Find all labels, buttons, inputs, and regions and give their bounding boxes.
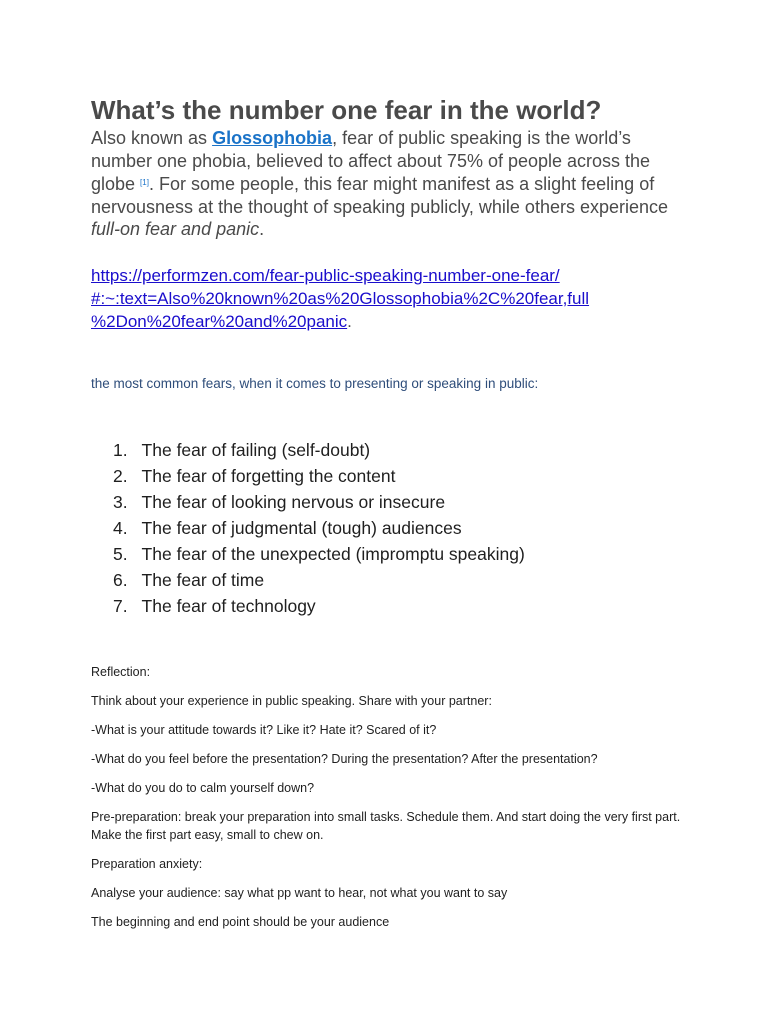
document-page [91, 93, 691, 929]
list-item [91, 515, 525, 541]
list-item [91, 463, 525, 489]
list-number: 6. [113, 570, 128, 590]
note-paragraph: Pre-preparation: break your preparation into small tasks. Schedule them. And start doing the very first part. Make the first part easy, small to chew on. [91, 810, 681, 842]
common-fears-intro: the most common fears, when it comes to presenting or speaking in public: [91, 376, 539, 391]
footnote-link[interactable]: [1] [140, 178, 149, 187]
note-paragraph: -What do you feel before the presentation? During the presentation? After the presentation? [91, 752, 598, 766]
note-paragraph: The beginning and end point should be your audience [91, 915, 390, 929]
source-url-line-1: https://performzen.com/fear-public-speaking-number-one-fear/ [91, 265, 560, 285]
note-paragraph: Preparation anxiety: [91, 857, 203, 871]
intro-emphasis: full-on fear and panic [91, 219, 260, 239]
intro-end: . [259, 219, 265, 239]
list-text: The fear of the unexpected (impromptu speaking) [141, 544, 525, 564]
intro-paragraph [91, 127, 686, 241]
list-number: 7. [113, 596, 128, 616]
list-text: The fear of looking nervous or insecure [141, 492, 446, 512]
list-number: 5. [113, 544, 128, 564]
notes-section [91, 663, 691, 942]
list-item [91, 541, 525, 567]
fears-list [91, 437, 525, 619]
list-number: 1. [113, 440, 128, 460]
list-text: The fear of failing (self-doubt) [141, 440, 371, 460]
list-item [91, 567, 525, 593]
source-url-line-3: %2Don%20fear%20and%20panic [91, 311, 348, 331]
source-url-block [91, 264, 691, 333]
note-paragraph: Analyse your audience: say what pp want to hear, not what you want to say [91, 886, 508, 900]
list-item [91, 437, 525, 463]
list-text: The fear of forgetting the content [141, 466, 396, 486]
intro-prefix: Also known as [91, 128, 213, 148]
list-item [91, 489, 525, 515]
list-text: The fear of time [141, 570, 265, 590]
list-number: 2. [113, 466, 128, 486]
source-url-link[interactable] [91, 264, 691, 331]
note-paragraph: -What is your attitude towards it? Like it? Hate it? Scared of it? [91, 723, 437, 737]
note-paragraph: Reflection: [91, 665, 151, 679]
source-url-trailing: . [347, 311, 352, 331]
glossophobia-link[interactable]: Glossophobia [212, 128, 333, 148]
list-text: The fear of judgmental (tough) audiences [141, 518, 462, 538]
source-url-line-2: #:~:text=Also%20known%20as%20Glossophobia%2C%20fear,full [91, 288, 590, 308]
note-paragraph: -What do you do to calm yourself down? [91, 781, 315, 795]
list-item [91, 593, 525, 619]
list-number: 3. [113, 492, 128, 512]
list-number: 4. [113, 518, 128, 538]
list-text: The fear of technology [141, 596, 316, 616]
note-paragraph: Think about your experience in public speaking. Share with your partner: [91, 694, 492, 708]
page-title: What’s the number one fear in the world? [91, 95, 602, 125]
intro-middle: , fear of public speaking is the world’s number one phobia, believed to affect about 75% of people across the globe [91, 128, 651, 194]
intro-suffix: . For some people, this fear might manifest as a slight feeling of nervousness at the thought of speaking publicly, while others experience [91, 174, 669, 217]
